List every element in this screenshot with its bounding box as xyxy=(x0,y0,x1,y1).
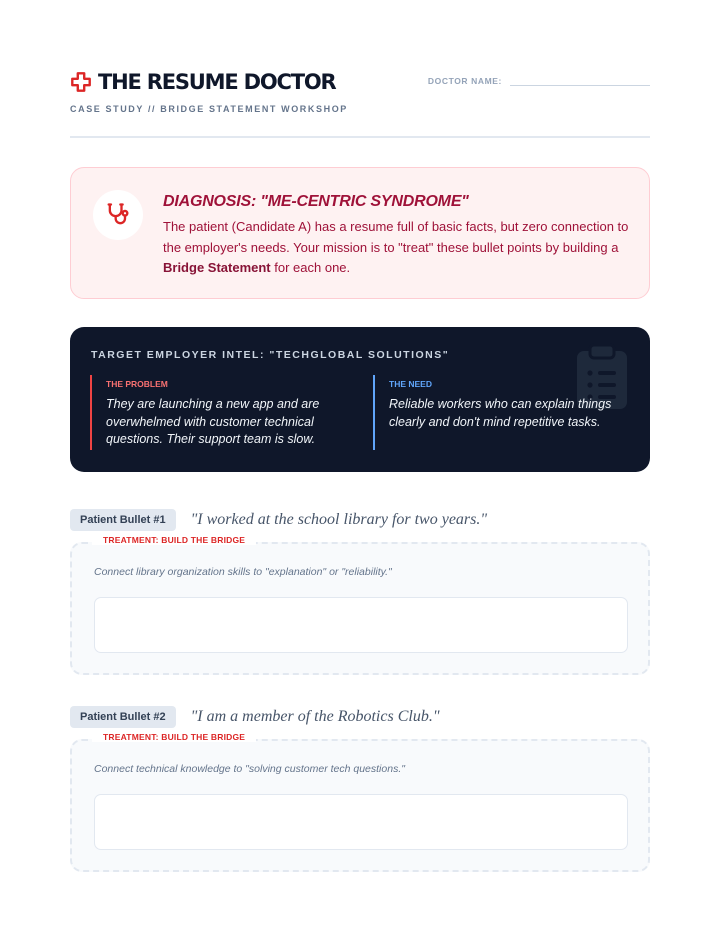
employer-intel-card xyxy=(70,327,650,472)
bullet-quote: "I worked at the school library for two years." xyxy=(190,511,488,528)
bridge-statement-input[interactable] xyxy=(94,794,628,850)
treatment-hint: Connect technical knowledge to "solving customer tech questions." xyxy=(94,763,405,775)
need-label: THE NEED xyxy=(389,379,432,389)
bullet-header xyxy=(70,706,650,728)
diagnosis-text-bold: Bridge Statement xyxy=(163,260,271,275)
diagnosis-card xyxy=(70,167,650,299)
need-column xyxy=(373,375,633,450)
problem-column xyxy=(90,375,350,450)
bullet-tag: Patient Bullet #1 xyxy=(70,509,176,531)
page-title: THE RESUME DOCTOR xyxy=(98,70,336,94)
bullet-tag: Patient Bullet #2 xyxy=(70,706,176,728)
diagnosis-title: DIAGNOSIS: "ME-CENTRIC SYNDROME" xyxy=(163,193,469,210)
bullet-quote: "I am a member of the Robotics Club." xyxy=(190,708,440,725)
problem-text: They are launching a new app and are overwhelmed with customer technical questions. Their support team is slow. xyxy=(106,397,320,446)
patient-bullet-1 xyxy=(70,509,650,578)
diagnosis-text-end: for each one. xyxy=(270,260,351,275)
bullet-header xyxy=(70,509,650,531)
medical-cross-icon xyxy=(70,71,92,93)
page-subtitle: CASE STUDY // BRIDGE STATEMENT WORKSHOP xyxy=(70,104,348,114)
treatment-box xyxy=(70,739,650,872)
treatment-label: TREATMENT: BUILD THE BRIDGE xyxy=(92,732,256,742)
treatment-hint: Connect library organization skills to "explanation" or "reliability." xyxy=(94,566,392,578)
intel-title: TARGET EMPLOYER INTEL: "TECHGLOBAL SOLUTIONS" xyxy=(91,349,450,361)
stethoscope-badge xyxy=(93,190,143,240)
treatment-box xyxy=(70,542,650,675)
patient-bullet-2 xyxy=(70,706,650,775)
treatment-label: TREATMENT: BUILD THE BRIDGE xyxy=(92,535,256,545)
stethoscope-icon xyxy=(104,201,132,229)
diagnosis-text-start: The patient (Candidate A) has a resume full of basic facts, but zero connection to the employer's needs. Your mission is to "treat" these bullet points by building a xyxy=(163,219,629,255)
doctor-name-field xyxy=(428,74,650,86)
page-header xyxy=(70,70,650,138)
diagnosis-text xyxy=(163,217,633,279)
doctor-name-input[interactable] xyxy=(510,74,650,86)
doctor-name-label: DOCTOR NAME: xyxy=(427,76,502,86)
problem-label: THE PROBLEM xyxy=(106,379,168,389)
bridge-statement-input[interactable] xyxy=(94,597,628,653)
need-text: Reliable workers who can explain things clearly and don't mind repetitive tasks. xyxy=(389,397,612,429)
